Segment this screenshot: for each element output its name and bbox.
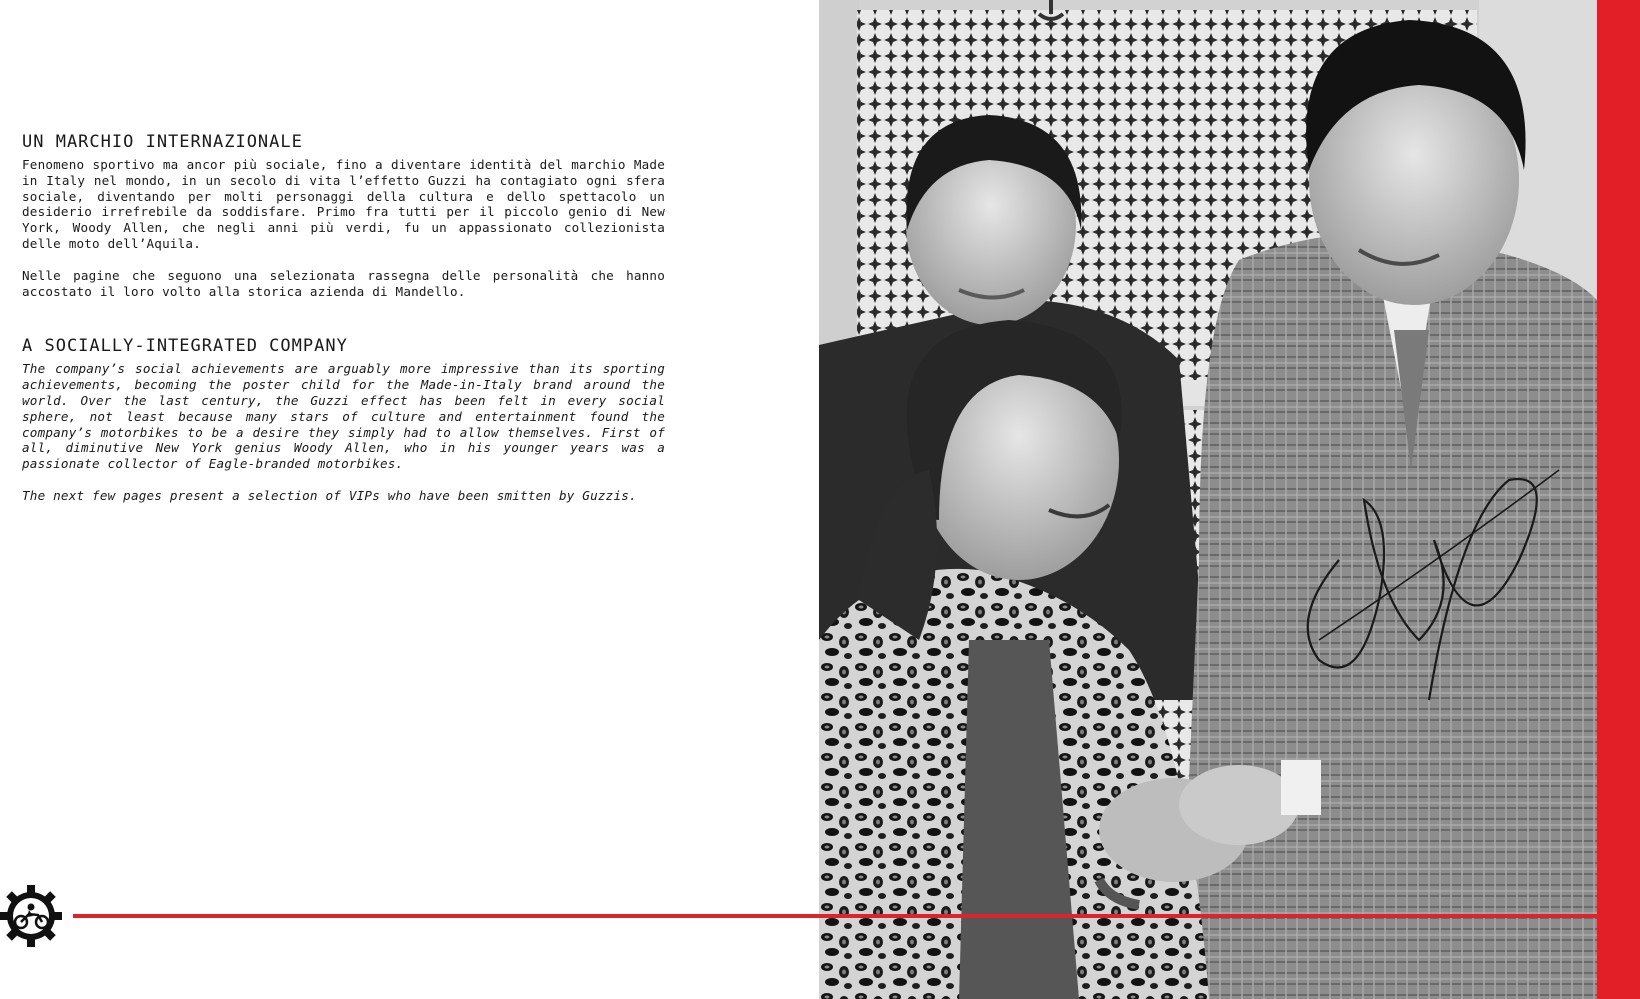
paragraph-english-1: The company’s social achievements are arguably more impressive than its sporting achievements, becoming the poster child for the Made-in-Italy brand around the world. Over the last century, the Guzzi effect has been felt in every social sphere, not least because many stars of culture and entertainment found the company’s motorbikes to be a desire they simply had to allow themselves. First of all, diminutive New York genius Woody Allen, who in his younger years was a passionate collector of Eagle-branded motorbikes. [22, 361, 665, 472]
paragraph-italian-2: Nelle pagine che seguono una selezionata rassegna delle personalità che hanno accostato il loro volto alla storica azienda di Mandello. [22, 267, 665, 299]
vintage-photo [819, 0, 1597, 999]
heading-italian: UN MARCHIO INTERNAZIONALE [22, 132, 303, 152]
paragraph-italian-1: Fenomeno sportivo ma ancor più sociale, fino a diventare identità del marchio Made in Italy nel mondo, in un secolo di vita l’effetto Guzzi ha contagiato ogni sfera sociale, diventando per molti personaggi della cultura e dello spettacolo un desiderio irrefrebile da soddisfare. Primo fra tutti per il piccolo genio di New York, Woody Allen, che negli anni più verdi, fu un appassionato collezionista delle moto dell’Aquila. [22, 157, 665, 251]
gear-motorcycle-icon [0, 885, 62, 947]
heading-english: A SOCIALLY-INTEGRATED COMPANY [22, 336, 348, 357]
photo-illustration [819, 0, 1597, 999]
text-column [22, 132, 665, 520]
paragraph-english-2: The next few pages present a selection of VIPs who have been smitten by Guzzis. [22, 487, 637, 503]
section-italian [22, 132, 665, 299]
red-side-bar [1597, 0, 1640, 999]
section-english [22, 336, 665, 503]
red-divider-line [73, 914, 1597, 918]
